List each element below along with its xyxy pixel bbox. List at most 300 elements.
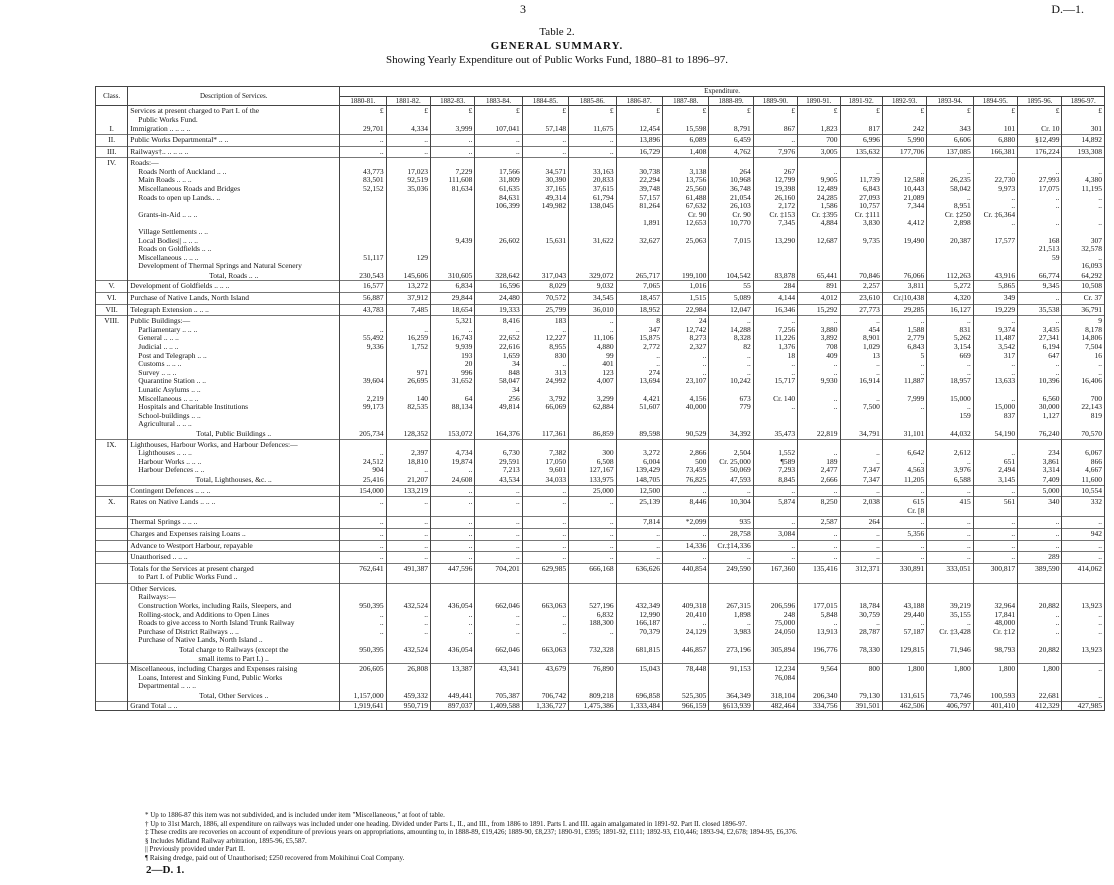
value-line: ..: [1011, 528, 1016, 538]
value-line: ..: [747, 316, 751, 326]
footnote: ‡ These credits are recoveries on account of expenditure of previous years on appropriations, amounting to, in 1888-89, £19,426; 1889-90, £8,237; 1890-91, £395; 1891-92, £111; 1892-93, £10,446; 1893-94, £2,678; 1894-95, £6,376.: [145, 828, 798, 837]
value-line: ..: [379, 324, 384, 334]
value-line: [711, 254, 750, 263]
value-line: 307: [1090, 235, 1102, 245]
value-line: ..: [702, 359, 707, 369]
description-line: General .. .. ..: [138, 333, 179, 343]
value-cell: [340, 517, 386, 529]
value-cell: [616, 146, 662, 158]
value-line: 7,409: [1042, 475, 1060, 484]
value-line: 12,227: [545, 333, 567, 343]
value-line: 662,046: [495, 646, 520, 655]
value-line: [665, 262, 706, 271]
value-line: 446,857: [682, 646, 707, 655]
value-cell: [475, 701, 522, 711]
description-line: Purchase of Native Lands, North Island ..: [138, 635, 263, 645]
value-cell: [386, 517, 430, 529]
value-line: 29,591: [499, 456, 520, 466]
value-line: ..: [791, 316, 796, 326]
value-cell: [522, 125, 568, 134]
value-line: ..: [562, 359, 567, 369]
value-line: 10,757: [859, 201, 880, 211]
value-cell: [662, 158, 708, 272]
value-cell: [522, 272, 568, 281]
value-line: [711, 585, 750, 594]
value-line: ..: [379, 609, 384, 619]
description-line: Railways†.. .. .. .. ..: [130, 146, 189, 156]
value-line: 128,352: [403, 429, 428, 438]
value-line: 310,605: [447, 271, 473, 280]
value-cell: [927, 272, 973, 281]
value-line: 199,100: [682, 271, 707, 280]
value-cell: [430, 430, 474, 439]
value-cell: [973, 439, 1017, 476]
value-cell: [616, 563, 662, 583]
value-line: [477, 420, 519, 429]
value-line: 29,701: [362, 125, 384, 134]
value-line: [756, 245, 795, 254]
value-line: ..: [468, 497, 473, 507]
value-line: 29,440: [903, 609, 925, 619]
value-line: [843, 412, 880, 421]
value-cell: [569, 528, 616, 540]
value-line: 4,380: [1085, 175, 1102, 185]
description-line: Agricultural .. .. ..: [138, 419, 192, 429]
value-line: 7,999: [907, 393, 925, 403]
value-line: 16,914: [859, 376, 880, 386]
value-line: ..: [966, 192, 971, 202]
table-row: [96, 316, 1105, 430]
value-cell: [753, 146, 797, 158]
year-header: 1890-91.: [798, 96, 840, 106]
value-line: 59: [1051, 252, 1060, 262]
description-cell: [128, 281, 340, 293]
description-line: Totals for the Services at present charged: [130, 563, 254, 573]
value-line: 12,990: [639, 609, 660, 619]
value-line: 301: [1090, 125, 1102, 134]
value-line: ..: [468, 528, 473, 538]
value-cell: [927, 552, 973, 564]
value-line: 22,730: [994, 175, 1016, 185]
value-line: 79,130: [859, 692, 880, 700]
value-cell: [662, 281, 708, 293]
value-cell: [709, 272, 753, 281]
value-cell: [569, 701, 616, 711]
value-line: 25,560: [685, 183, 707, 193]
footnote: ¶ Raising dredge, paid out of Unauthorised; £250 recovered from Mokihinui Coal Company.: [145, 853, 405, 862]
value-line: 3,084: [778, 528, 796, 538]
value-line: 8,178: [1085, 324, 1102, 334]
description-cell: [128, 664, 340, 692]
value-line: ..: [609, 316, 614, 326]
value-line: Cr. 25,000: [719, 456, 751, 466]
value-line: 15,292: [816, 304, 838, 314]
value-line: [525, 412, 566, 421]
value-line: [571, 585, 613, 594]
value-cell: [522, 106, 568, 126]
value-cell: [386, 439, 430, 476]
value-line: 264: [868, 517, 880, 527]
value-cell: [1062, 692, 1105, 701]
value-line: 43,773: [362, 166, 384, 176]
table-row: [96, 439, 1105, 476]
value-line: 242: [913, 125, 925, 134]
value-cell: [882, 281, 926, 293]
value-line: ..: [562, 618, 567, 628]
value-cell: [973, 304, 1017, 316]
value-line: 432,524: [403, 601, 428, 611]
value-cell: [569, 430, 616, 439]
value-line: ..: [1011, 485, 1016, 495]
value-line: 409,318: [682, 601, 707, 611]
value-line: ..: [833, 402, 838, 412]
value-line: [571, 211, 613, 220]
value-line: 19,229: [994, 304, 1016, 314]
table-title: GENERAL SUMMARY.: [490, 40, 624, 52]
value-cell: [522, 281, 568, 293]
value-cell: [753, 439, 797, 476]
description-line: Development of Thermal Springs and Natural Scenery: [138, 261, 302, 271]
description-cell: [128, 540, 340, 552]
value-line: ..: [516, 517, 520, 527]
value-line: ..: [656, 350, 660, 360]
class-cell: X.: [96, 497, 128, 517]
value-line: 3,272: [643, 448, 660, 458]
value-line: ..: [468, 609, 473, 619]
value-line: 1,016: [689, 281, 707, 291]
value-line: 39,219: [950, 601, 971, 611]
value-line: ..: [379, 517, 384, 527]
value-cell: [569, 664, 616, 692]
value-cell: [522, 692, 568, 701]
value-line: 1,157,000: [353, 692, 384, 700]
value-cell: [753, 646, 797, 664]
value-line: 3,861: [1042, 456, 1060, 466]
value-cell: [709, 125, 753, 134]
value-line: 26,160: [774, 192, 796, 202]
value-cell: [709, 692, 753, 701]
value-line: £: [833, 106, 838, 116]
value-line: 66,069: [545, 402, 567, 412]
value-cell: [569, 552, 616, 564]
value-line: 8,901: [863, 333, 880, 343]
value-line: 16,729: [639, 146, 660, 156]
value-cell: [882, 664, 926, 692]
value-cell: [753, 293, 797, 305]
value-line: 65,441: [816, 271, 838, 280]
description-cell: [128, 304, 340, 316]
value-line: 3,314: [1042, 465, 1060, 475]
value-cell: [475, 583, 522, 646]
value-cell: [840, 134, 882, 146]
value-line: 7,065: [643, 281, 660, 291]
description-line: Survey .. .. ..: [138, 367, 177, 377]
value-line: 2,666: [820, 475, 838, 484]
value-line: 289: [1048, 552, 1060, 562]
value-cell: [973, 272, 1017, 281]
value-line: £: [966, 106, 971, 116]
value-line: 11,205: [903, 475, 925, 484]
value-line: 500: [695, 456, 707, 466]
value-line: [1020, 211, 1059, 220]
value-cell: [1018, 646, 1062, 664]
value-line: 7,344: [907, 201, 925, 211]
expenditure-header: Expenditure.: [340, 87, 1105, 97]
value-line: 78,330: [859, 646, 880, 655]
value-line: [929, 420, 970, 429]
value-line: ..: [791, 359, 796, 369]
value-line: 43,188: [903, 601, 925, 611]
value-line: 168: [1048, 235, 1060, 245]
value-cell: [709, 528, 753, 540]
value-line: 206,605: [359, 664, 384, 674]
value-line: 13,896: [639, 134, 660, 144]
value-line: ..: [1055, 517, 1060, 527]
description-line: Roads to open up Lands.. ..: [138, 192, 221, 202]
value-line: 16,406: [1081, 376, 1102, 386]
value-line: 26,602: [499, 235, 520, 245]
value-line: 92,519: [407, 175, 428, 185]
value-line: ..: [876, 552, 880, 562]
description-line: Total, Lighthouses, &c. ..: [195, 475, 272, 484]
value-cell: [753, 158, 797, 272]
value-line: 1,475,386: [583, 701, 614, 710]
description-line: Customs .. .. ..: [138, 359, 182, 369]
value-cell: [569, 316, 616, 430]
value-line: 33,163: [592, 166, 614, 176]
table-row: [96, 304, 1105, 316]
value-cell: [522, 563, 568, 583]
value-cell: [882, 439, 926, 476]
value-line: 19,874: [451, 456, 473, 466]
value-line: 1,127: [1042, 410, 1060, 420]
class-cell: V.: [96, 281, 128, 293]
value-cell: [1018, 563, 1062, 583]
value-line: ..: [876, 456, 880, 466]
value-line: 133,975: [589, 475, 614, 484]
value-line: 137,085: [946, 146, 971, 156]
value-line: 51,117: [363, 252, 384, 262]
value-line: 1,409,588: [489, 701, 520, 710]
value-line: 18,957: [950, 376, 971, 386]
value-line: 34,033: [545, 475, 567, 484]
value-line: [885, 245, 924, 254]
value-cell: [430, 304, 474, 316]
value-line: 27,993: [1038, 175, 1060, 185]
value-line: ..: [1011, 517, 1016, 527]
value-line: 40,000: [685, 402, 707, 412]
value-line: 6,832: [596, 609, 614, 619]
value-line: 1,800: [953, 664, 971, 674]
value-line: 18,810: [407, 456, 428, 466]
value-line: 6,642: [907, 448, 925, 458]
value-line: 9,973: [998, 183, 1016, 193]
value-line: ..: [876, 367, 880, 377]
value-line: 21,513: [1038, 244, 1060, 254]
value-line: 629,985: [541, 563, 567, 573]
value-line: ..: [1011, 448, 1016, 458]
value-cell: [662, 563, 708, 583]
value-line: 159: [959, 410, 971, 420]
value-line: 732,328: [589, 646, 614, 655]
value-line: 166,187: [635, 618, 660, 628]
value-line: 4,421: [643, 393, 660, 403]
value-line: 318,104: [770, 692, 796, 700]
value-cell: [1018, 485, 1062, 497]
value-line: 1,800: [907, 664, 925, 674]
value-line: ..: [702, 350, 707, 360]
value-line: 140: [416, 393, 428, 403]
value-line: 8,845: [778, 475, 796, 484]
value-cell: [662, 485, 708, 497]
value-line: 11,675: [593, 125, 614, 134]
total-row: [96, 476, 1105, 485]
table-row: [96, 125, 1105, 134]
value-line: 436,054: [447, 646, 473, 655]
value-line: ..: [1098, 252, 1102, 262]
description-line: Post and Telegraph .. ..: [138, 350, 207, 360]
footnote: † Up to 31st March, 1886, all expenditure on railways was included under one heading. Divided under Parts I., II., and III., from 1886 to 1891. Parts I. and III. again amalgamated in 1891-92. Part II. closed 1896-97.: [145, 819, 747, 828]
value-line: ..: [833, 540, 838, 550]
description-line: Harbour Works .. .. ..: [138, 456, 202, 466]
value-cell: [386, 646, 430, 664]
value-cell: [753, 272, 797, 281]
value-line: ..: [516, 626, 520, 636]
value-cell: [430, 563, 474, 583]
value-cell: [430, 293, 474, 305]
value-line: 13,290: [774, 235, 796, 245]
value-cell: [616, 158, 662, 272]
value-line: ..: [516, 146, 520, 156]
value-line: [665, 254, 706, 263]
value-line: ..: [876, 166, 880, 176]
value-line: 24,129: [685, 626, 707, 636]
value-line: Cr.‡14,336: [717, 540, 751, 550]
value-cell: [927, 125, 973, 134]
value-line: ..: [424, 540, 428, 550]
value-line: ..: [562, 497, 567, 507]
table-row: [96, 563, 1105, 583]
value-line: 440,854: [682, 563, 707, 573]
value-cell: [340, 646, 386, 664]
description-cell: [128, 272, 340, 281]
value-cell: [753, 563, 797, 583]
value-line: ..: [516, 540, 520, 550]
value-line: 35,473: [774, 429, 796, 438]
value-line: 615: [913, 497, 925, 507]
value-line: 9,032: [596, 281, 614, 291]
value-cell: [662, 692, 708, 701]
value-line: 31,622: [592, 235, 614, 245]
value-line: [619, 245, 660, 254]
table-row: [96, 664, 1105, 692]
value-cell: [1062, 281, 1105, 293]
value-cell: [1062, 517, 1105, 529]
value-line: ..: [379, 528, 384, 538]
value-cell: [616, 552, 662, 564]
value-line: 9,439: [455, 235, 473, 245]
value-cell: [882, 304, 926, 316]
table-row: [96, 293, 1105, 305]
value-line: 2,494: [998, 465, 1016, 475]
value-cell: [882, 583, 926, 646]
value-line: ..: [516, 485, 520, 495]
value-line: ..: [1098, 692, 1102, 700]
value-line: 317,043: [541, 271, 567, 280]
value-line: 32,578: [1081, 244, 1102, 254]
value-line: 13,694: [639, 376, 660, 386]
value-cell: [386, 106, 430, 126]
value-line: ..: [1055, 540, 1060, 550]
value-cell: [882, 540, 926, 552]
value-line: [1064, 420, 1102, 429]
value-cell: [616, 528, 662, 540]
value-cell: [973, 125, 1017, 134]
value-line: 332: [1090, 497, 1102, 507]
value-line: ..: [1055, 359, 1060, 369]
value-line: 35,538: [1038, 304, 1060, 314]
value-cell: [386, 281, 430, 293]
value-line: 17,841: [994, 609, 1016, 619]
value-line: [342, 317, 383, 326]
value-line: 70,379: [639, 626, 660, 636]
value-line: 7,229: [455, 166, 473, 176]
value-line: ..: [702, 528, 707, 538]
value-line: [800, 254, 837, 263]
value-line: 61,635: [499, 183, 520, 193]
value-cell: [522, 146, 568, 158]
value-line: [976, 254, 1015, 263]
value-line: 36,791: [1081, 304, 1102, 314]
value-cell: [882, 146, 926, 158]
value-cell: [798, 552, 840, 564]
value-cell: [475, 664, 522, 692]
description-line: Grants-in-Aid .. .. ..: [138, 209, 198, 219]
value-line: [800, 245, 837, 254]
value-line: 436,054: [447, 601, 473, 611]
value-line: 830: [554, 350, 567, 360]
value-line: £: [920, 106, 925, 116]
value-line: 447,596: [447, 563, 473, 573]
value-line: ..: [379, 552, 384, 562]
value-line: 138,045: [589, 201, 614, 211]
description-cell: [128, 293, 340, 305]
value-line: ..: [609, 517, 614, 527]
value-line: [342, 237, 383, 246]
value-line: 673: [739, 393, 751, 403]
value-cell: [753, 528, 797, 540]
description-cell: [128, 158, 340, 272]
value-line: 57,157: [639, 192, 660, 202]
value-cell: [753, 476, 797, 485]
value-cell: [1062, 430, 1105, 439]
value-line: 49,814: [499, 402, 520, 412]
value-line: ..: [876, 448, 880, 458]
value-line: 76,890: [592, 664, 614, 674]
value-cell: [386, 146, 430, 158]
value-line: ..: [1055, 166, 1060, 176]
value-cell: [840, 316, 882, 430]
description-line: Unauthorised .. .. ..: [130, 552, 188, 562]
footnote: § Includes Midland Railway arbitration, 1895-96, £5,587.: [145, 836, 307, 845]
value-cell: [340, 304, 386, 316]
value-line: 18,457: [639, 293, 660, 303]
value-cell: [798, 146, 840, 158]
value-line: 12,653: [685, 218, 707, 228]
value-cell: [798, 134, 840, 146]
total-row: [96, 430, 1105, 439]
value-line: 866: [1090, 456, 1102, 466]
